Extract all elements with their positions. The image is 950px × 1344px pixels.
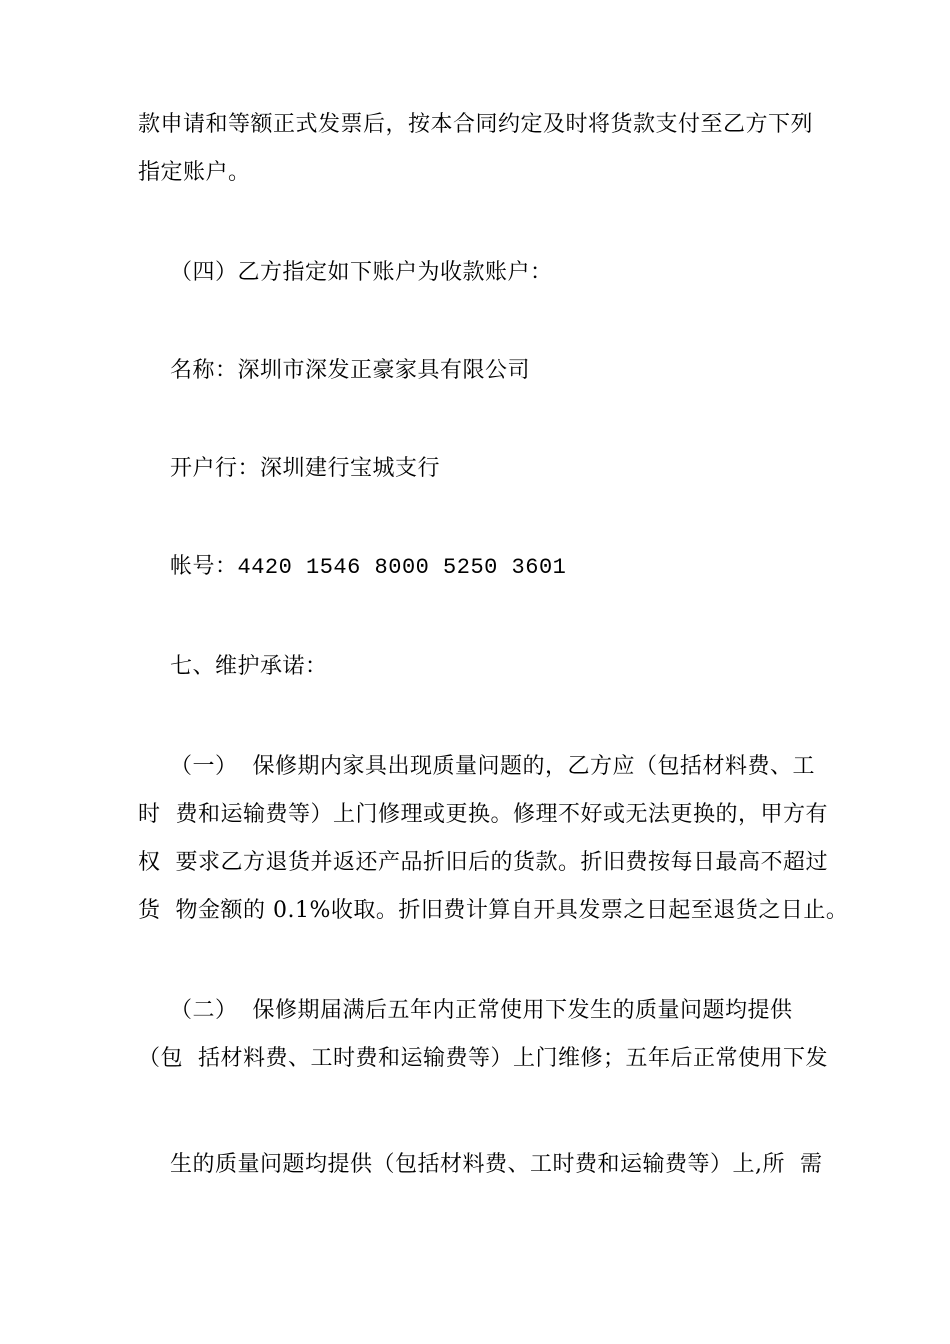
account-name-value: 深圳市深发正豪家具有限公司 <box>237 358 531 383</box>
account-number-label: 帐号： <box>170 554 238 579</box>
clause1-line-3: 权 要求乙方退货并返还产品折旧后的货款。折旧费按每日最高不超过 <box>138 850 828 875</box>
account-heading: （四）乙方指定如下账户为收款账户： <box>170 260 553 285</box>
intro-line-2: 指定账户。 <box>138 160 251 185</box>
intro-line-1: 款申请和等额正式发票后，按本合同约定及时将货款支付至乙方下列 <box>138 112 814 137</box>
account-number-value: 4420 1546 8000 5250 3601 <box>237 555 567 580</box>
account-number <box>170 552 566 583</box>
continuation-line: 生的质量问题均提供（包括材料费、工时费和运输费等）上,所 需 <box>170 1152 823 1177</box>
clause2-line-1: （二） 保修期届满后五年内正常使用下发生的质量问题均提供 <box>170 998 793 1023</box>
clause1-line-1: （一） 保修期内家具出现质量问题的，乙方应（包括材料费、工 <box>170 754 815 779</box>
account-name-label: 名称： <box>170 358 238 383</box>
clause1-line-2: 时 费和运输费等）上门修理或更换。修理不好或无法更换的，甲方有 <box>138 802 828 827</box>
clause2-line-2: （包 括材料费、工时费和运输费等）上门维修；五年后正常使用下发 <box>138 1046 828 1071</box>
account-bank-value: 深圳建行宝城支行 <box>260 456 441 481</box>
account-bank-label: 开户行： <box>170 456 261 481</box>
clause1-line-4: 货 物金额的 0.1%收取。折旧费计算自开具发票之日起至退货之日止。 <box>138 898 849 923</box>
section-heading: 七、维护承诺： <box>170 654 328 679</box>
account-name <box>170 356 530 386</box>
account-bank <box>170 454 440 484</box>
